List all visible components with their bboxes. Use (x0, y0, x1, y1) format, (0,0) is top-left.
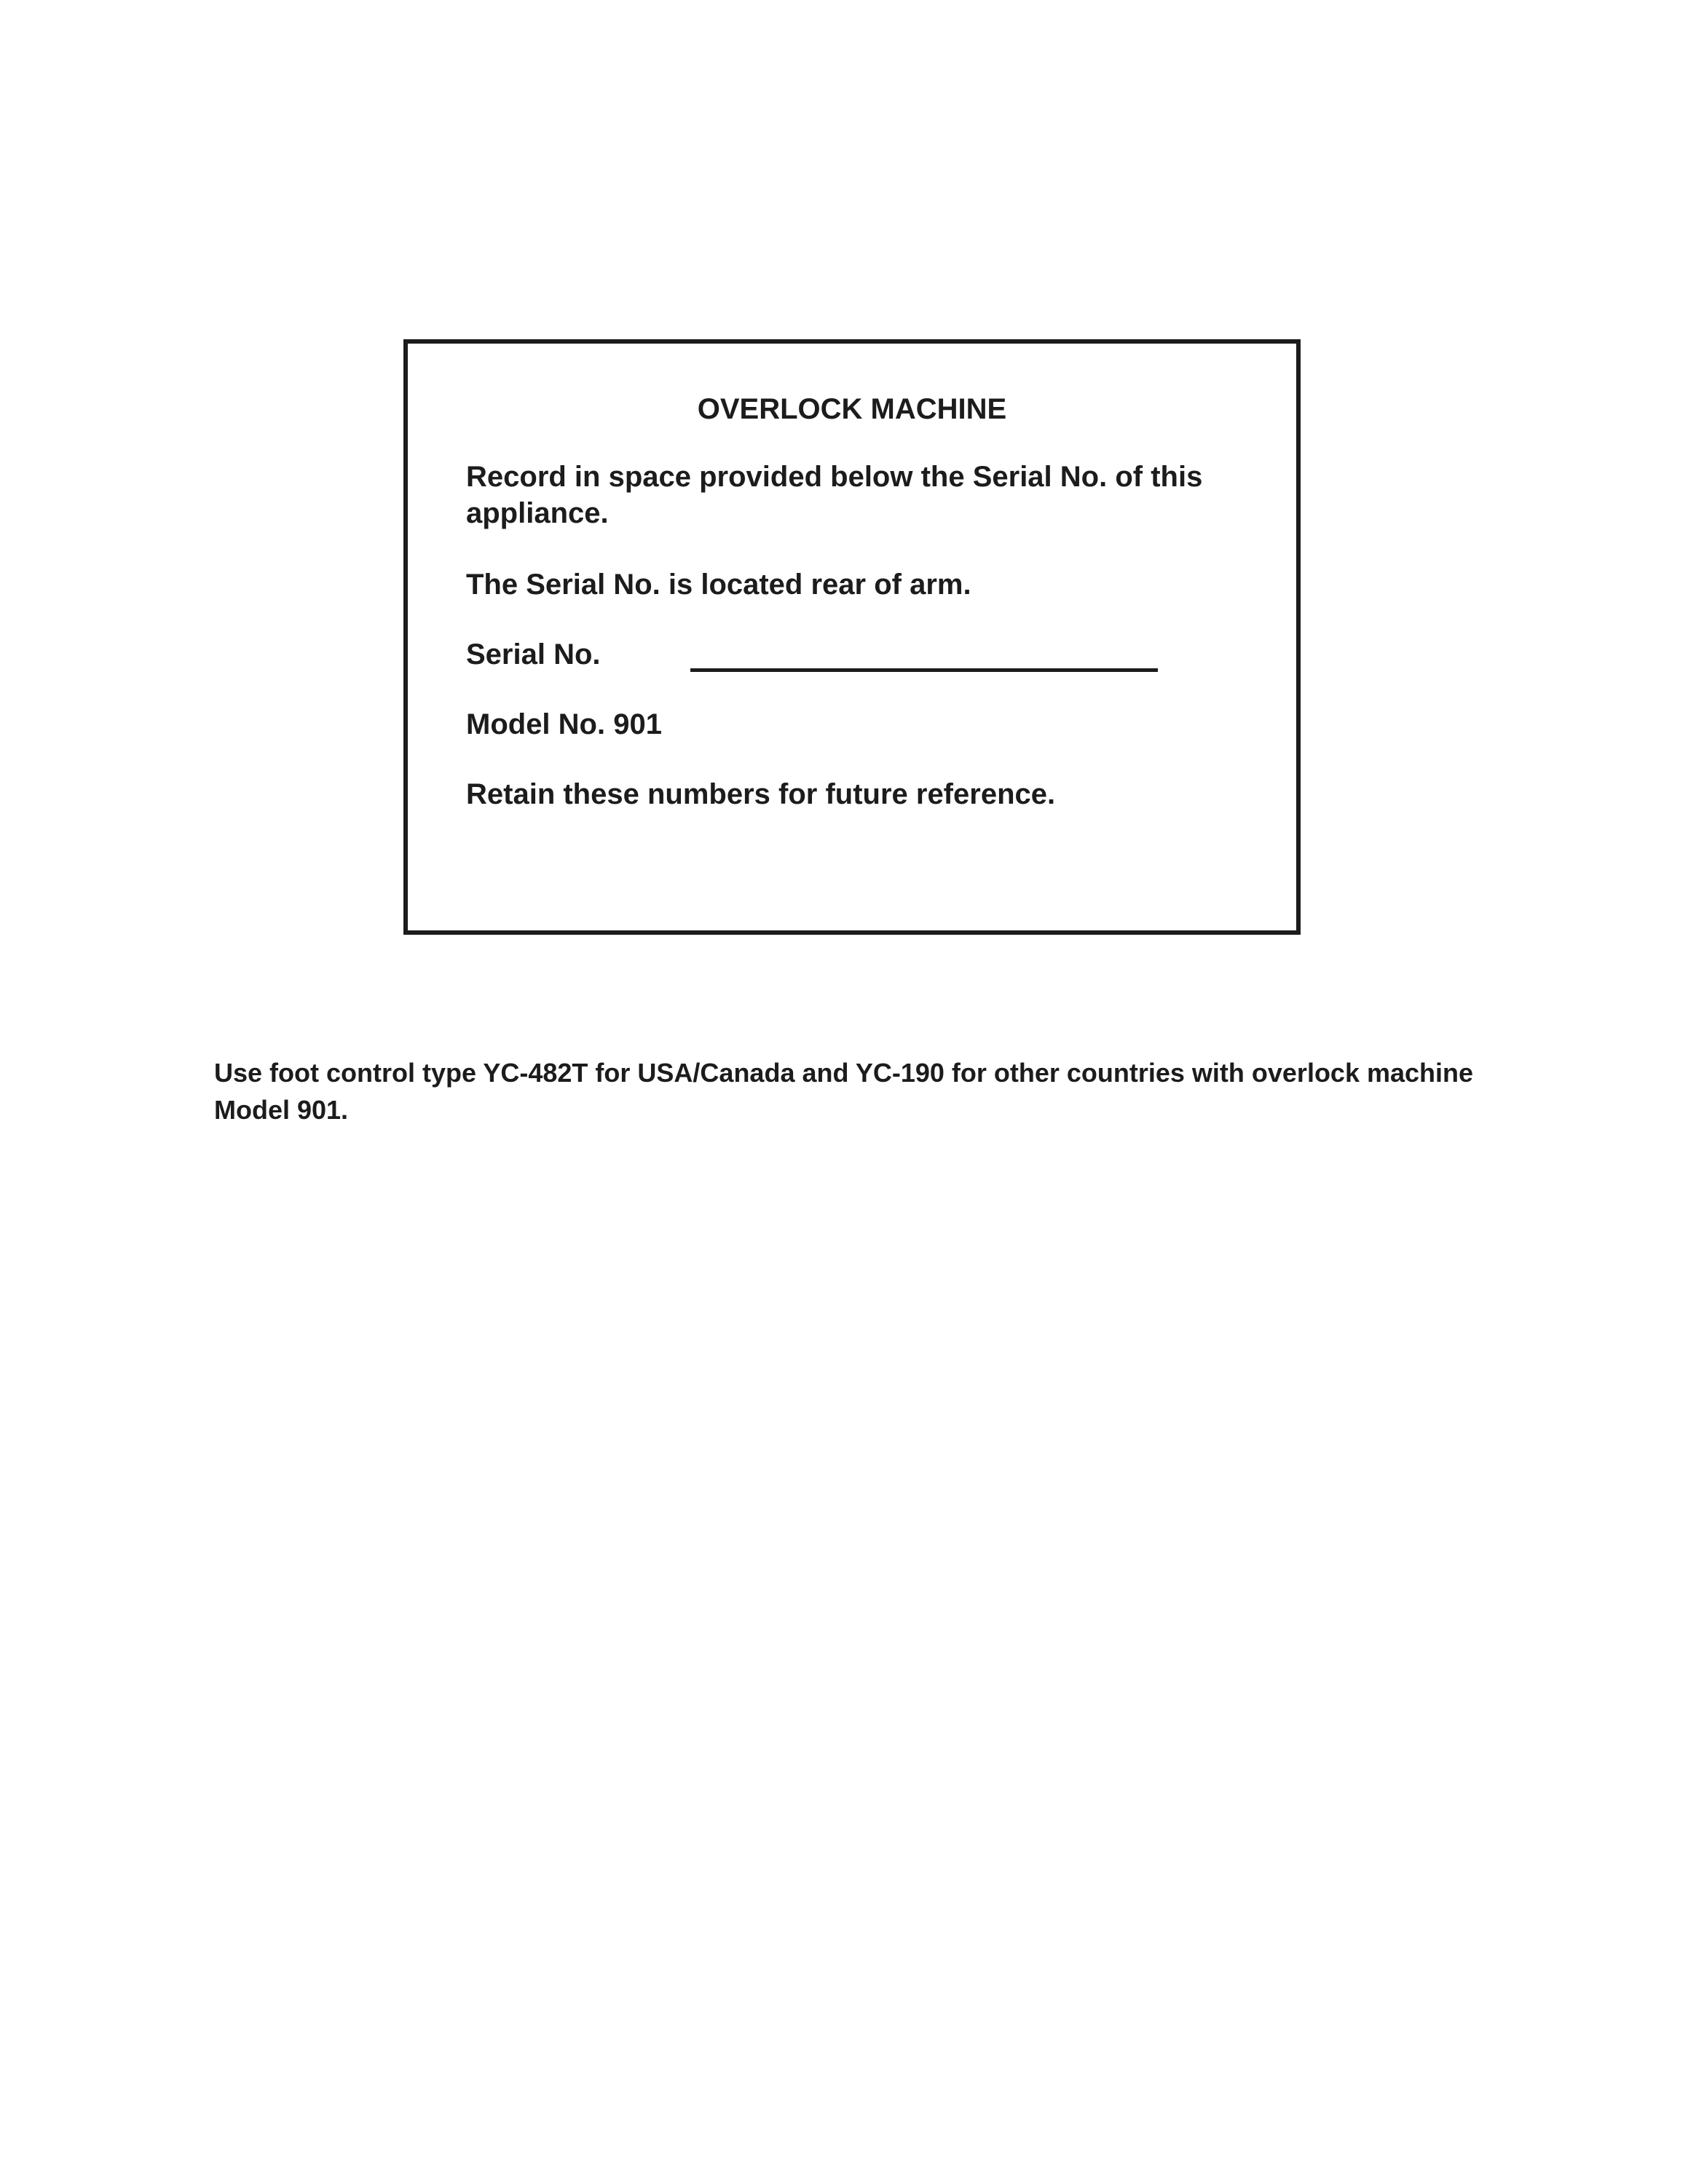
serial-number-blank-line (690, 668, 1158, 672)
serial-location-note: The Serial No. is located rear of arm. (466, 569, 971, 601)
record-instruction: Record in space provided below the Serial No. of this appliance. (466, 461, 1203, 529)
model-number: Model No. 901 (466, 708, 662, 740)
box-title: OVERLOCK MACHINE (697, 393, 1007, 425)
serial-number-label: Serial No. (466, 638, 601, 670)
serial-record-box (403, 339, 1301, 935)
retain-note: Retain these numbers for future reference. (466, 778, 1056, 810)
foot-control-note: Use foot control type YC-482T for USA/Canada and YC-190 for other countries with overlock machine Model 901. (214, 1058, 1474, 1125)
serial-number-row (466, 636, 1253, 673)
